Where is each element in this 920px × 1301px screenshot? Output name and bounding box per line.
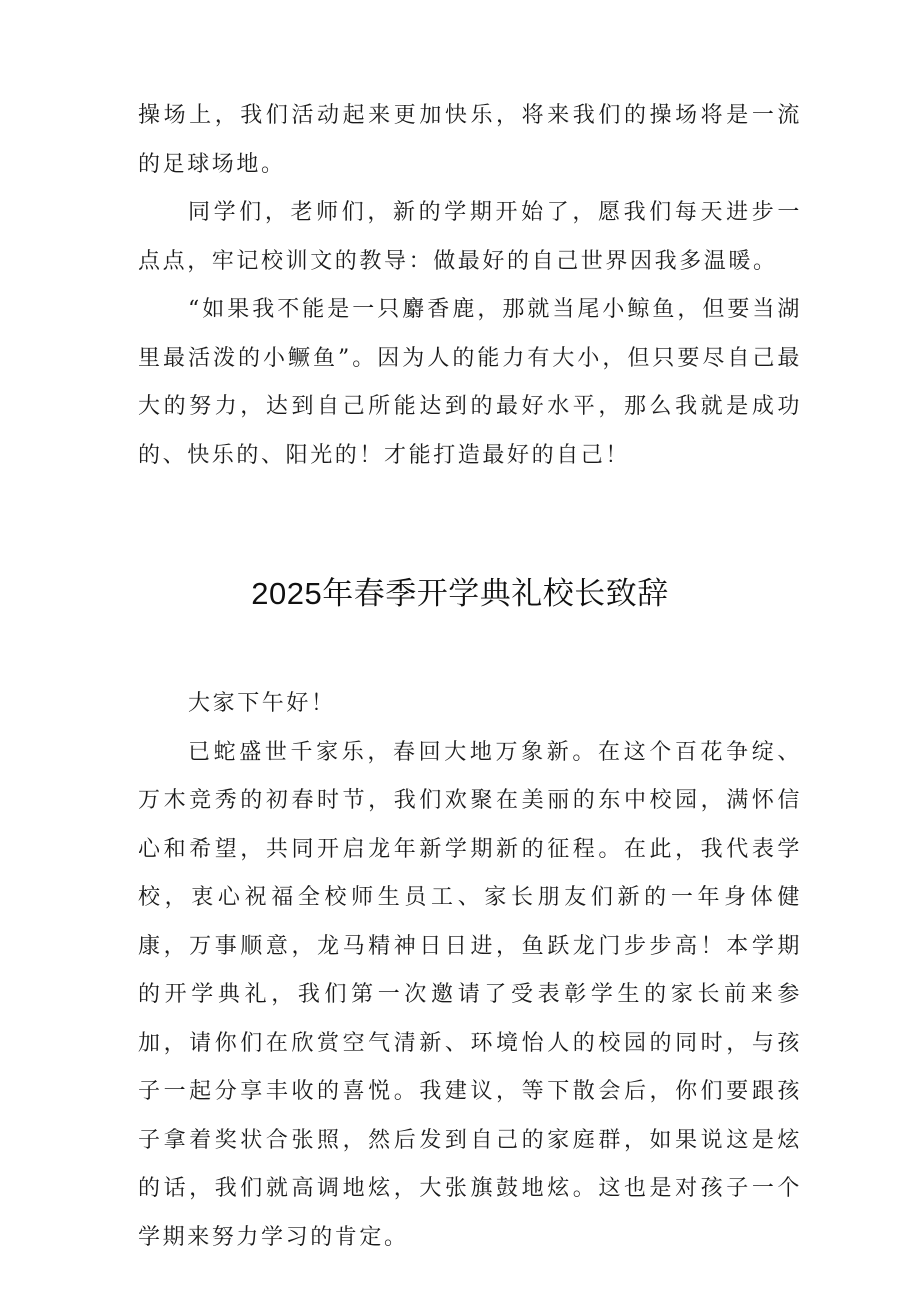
paragraph-playground: 操场上，我们活动起来更加快乐，将来我们的操场将是一流的足球场地。: [138, 103, 802, 177]
paragraph-new-semester: 同学们，老师们，新的学期开始了，愿我们每天进步一点点，牢记校训文的教导：做最好的自己世界因我多温暖。: [138, 200, 802, 274]
paragraph-quote: “如果我不能是一只麝香鹿，那就当尾小鲸鱼，但要当湖里最活泼的小鳜鱼”。因为人的能力有大小，但只要尽自己最大的努力，达到自己所能达到的最好水平，那么我就是成功的、快乐的、阳光的！才能打造最好的自己！: [138, 297, 802, 468]
speech-greeting: 大家下午好！: [188, 691, 336, 716]
speech-title: 2025年春季开学典礼校长致辞: [251, 576, 669, 611]
speech-paragraph: 已蛇盛世千家乐，春回大地万象新。在这个百花争绽、万木竞秀的初春时节，我们欢聚在美丽的东中校园，满怀信心和希望，共同开启龙年新学期新的征程。在此，我代表学校，衷心祝福全校师生员工、家长朋友们新的一年身体健康，万事顺意，龙马精神日日进，鱼跃龙门步步高！本学期的开学典礼，我们第一次邀请了受表彰学生的家长前来参加，请你们在欣赏空气清新、环境怡人的校园的同时，与孩子一起分享丰收的喜悦。我建议，等下散会后，你们要跟孩子拿着奖状合张照，然后发到自己的家庭群，如果说这是炫的话，我们就高调地炫，大张旗鼓地炫。这也是对孩子一个学期来努力学习的肯定。: [138, 739, 802, 1250]
